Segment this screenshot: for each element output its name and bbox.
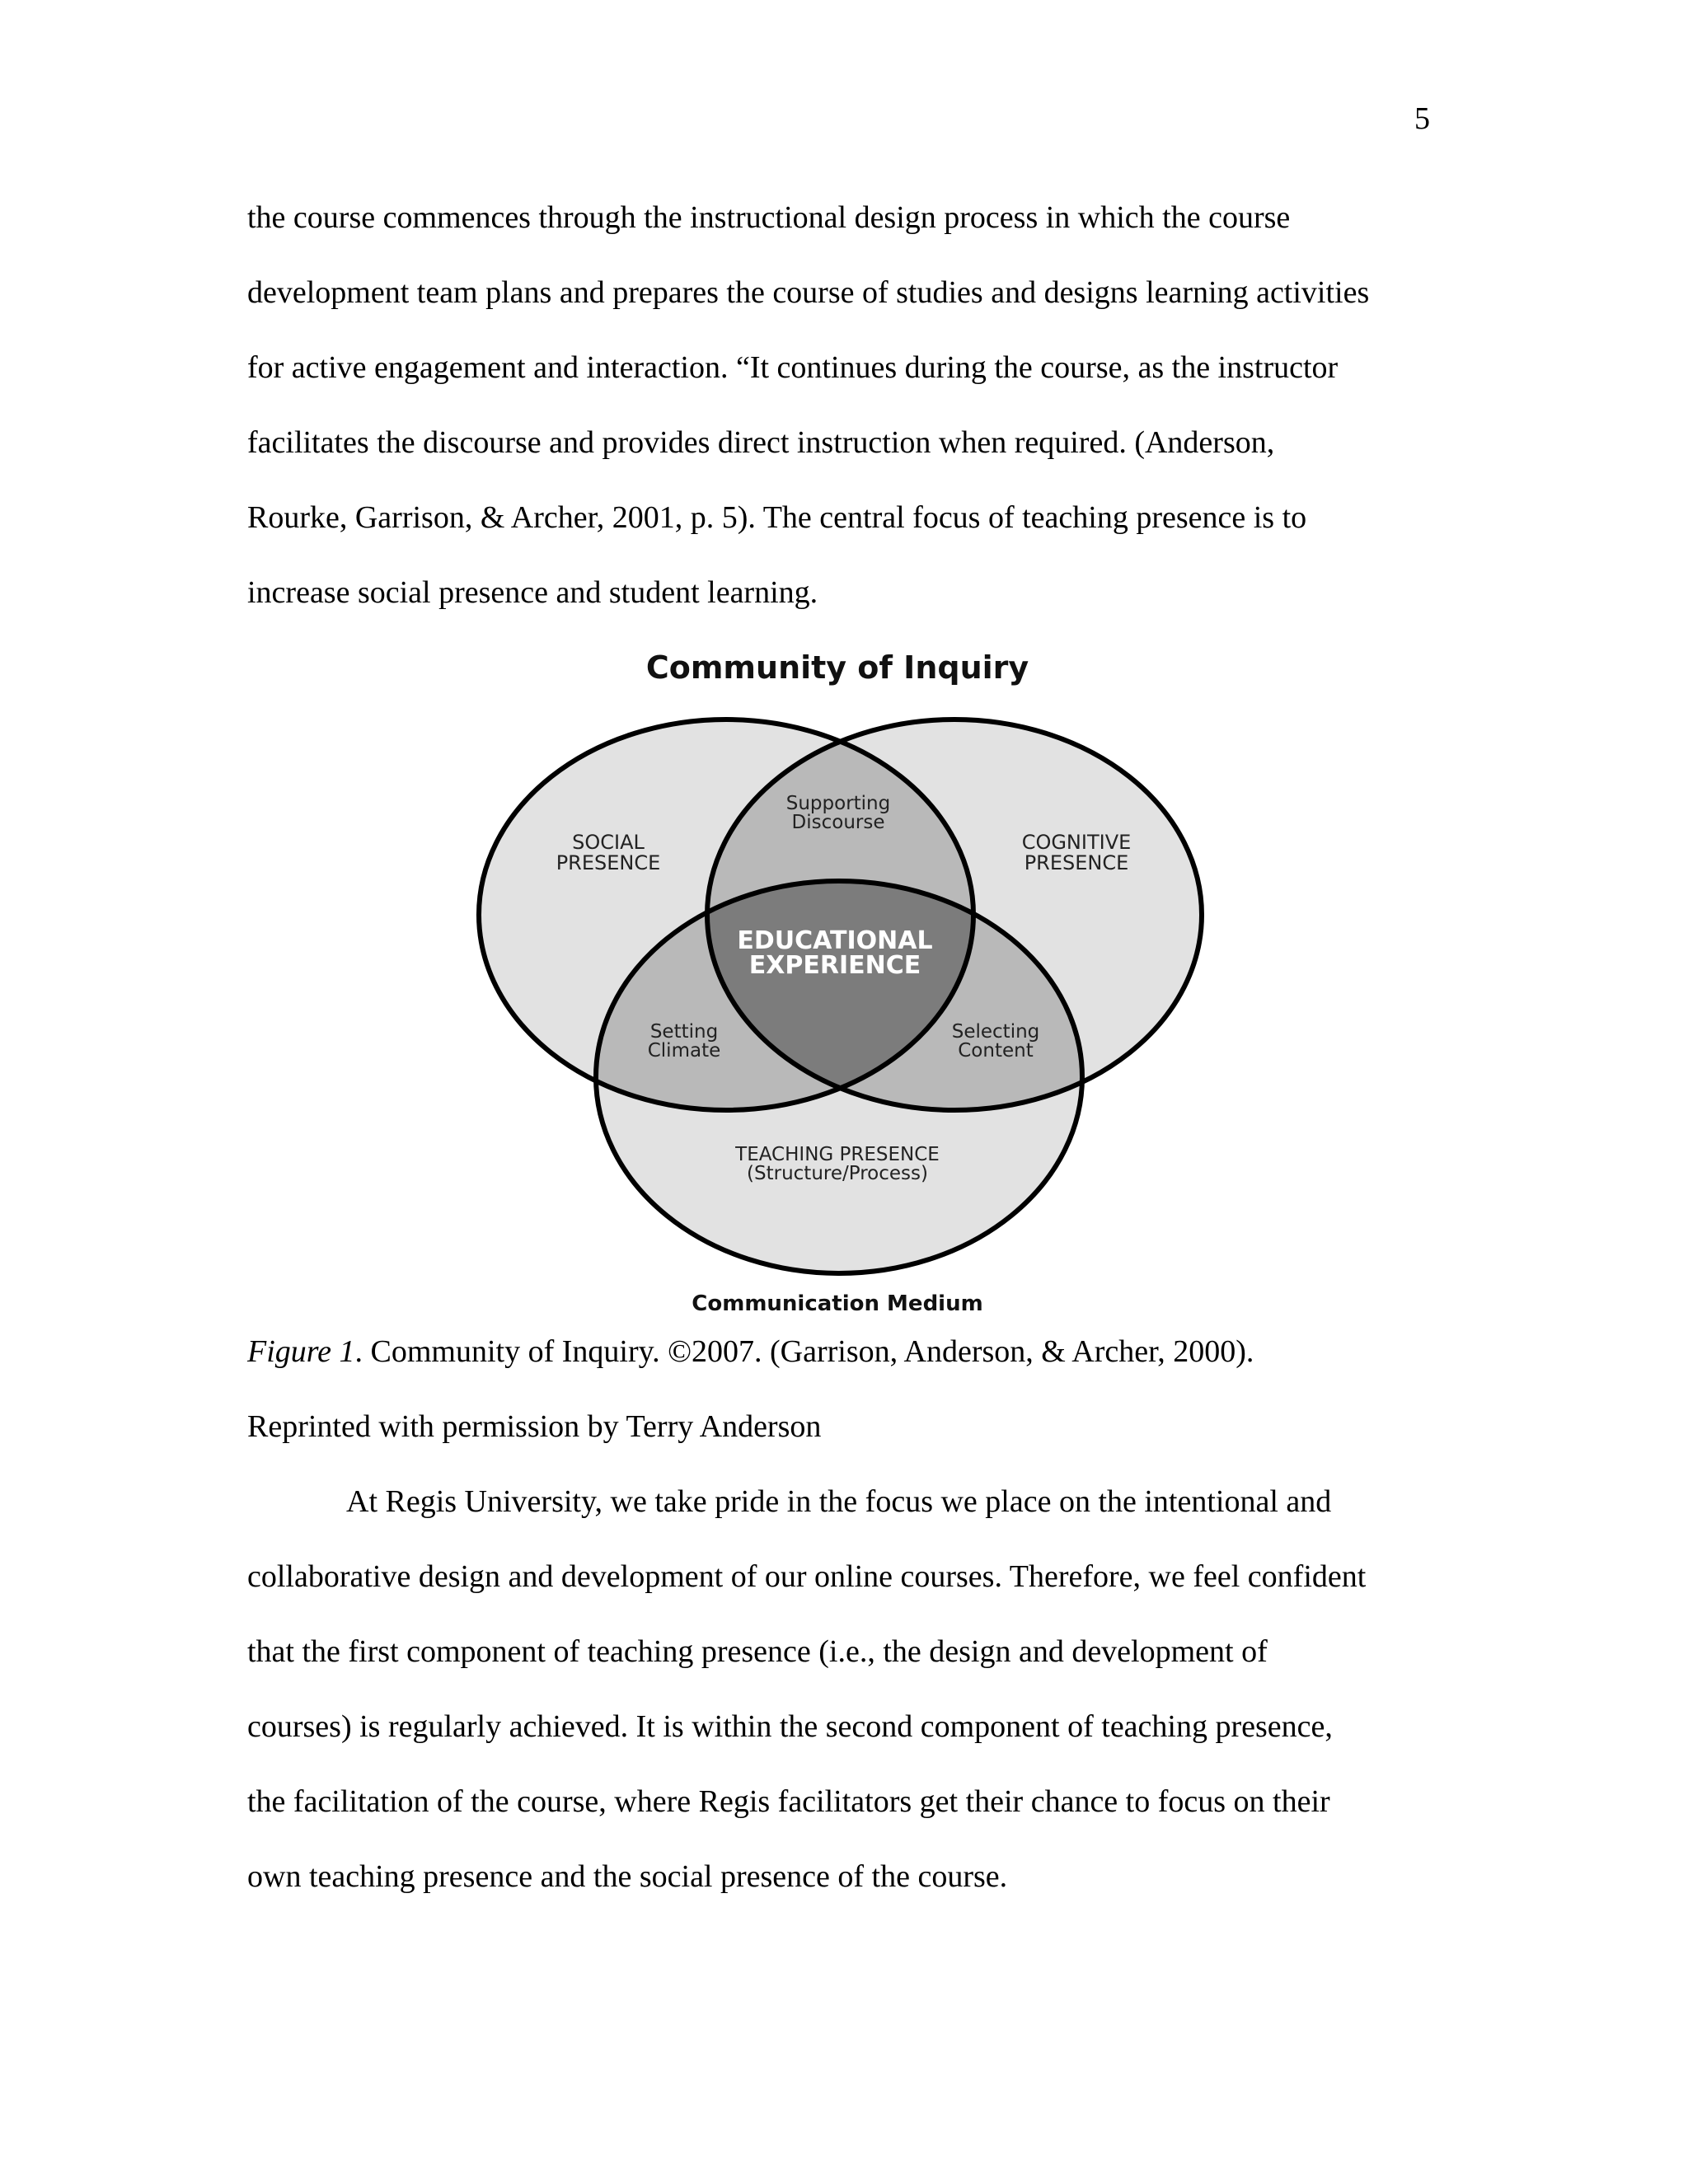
supporting-discourse-label-1: Supporting	[785, 793, 891, 814]
educational-experience-label-1: EDUCATIONAL	[737, 926, 933, 955]
caption-figure-label: Figure 1	[247, 1334, 355, 1369]
paragraph-line: courses) is regularly achieved. It is within the second component of teaching presence,	[247, 1709, 1333, 1744]
paragraph-line: At Regis University, we take pride in the focus we place on the intentional and	[346, 1484, 1332, 1519]
figure-title: Community of Inquiry	[645, 649, 1029, 686]
paragraph-line: Rourke, Garrison, & Archer, 2001, p. 5). The central focus of teaching presence is to	[247, 500, 1307, 535]
cognitive-presence-label-1: COGNITIVE	[1021, 831, 1132, 854]
setting-climate-label-2: Climate	[647, 1040, 721, 1062]
paragraph-line: the facilitation of the course, where Regis facilitators get their chance to focus on their	[247, 1784, 1330, 1819]
community-of-inquiry-figure	[468, 635, 1210, 1327]
communication-medium-label: Communication Medium	[692, 1291, 983, 1316]
selecting-content-label-2: Content	[958, 1040, 1034, 1062]
social-presence-label-1: SOCIAL	[572, 831, 645, 854]
educational-experience-label-2: EXPERIENCE	[748, 951, 921, 980]
caption-line-1	[247, 1330, 1254, 1373]
social-presence-label-2: PRESENCE	[556, 851, 661, 874]
paragraph-line: the course commences through the instructional design process in which the course	[247, 200, 1291, 235]
page-number: 5	[1414, 101, 1430, 136]
paragraph-line: facilitates the discourse and provides direct instruction when required. (Anderson,	[247, 425, 1275, 460]
supporting-discourse-label-2: Discourse	[791, 812, 885, 833]
paragraph-line: development team plans and prepares the course of studies and designs learning activities	[247, 275, 1370, 310]
paragraph-line: for active engagement and interaction. “It continues during the course, as the instructor	[247, 350, 1339, 385]
venn-diagram	[468, 635, 1210, 1327]
caption-line-2: Reprinted with permission by Terry Anderson	[247, 1409, 822, 1444]
cognitive-presence-label-2: PRESENCE	[1024, 851, 1129, 874]
paragraph-line: own teaching presence and the social presence of the course.	[247, 1859, 1008, 1894]
selecting-content-label-1: Selecting	[951, 1021, 1040, 1043]
teaching-presence-label-2: (Structure/Process)	[747, 1163, 928, 1184]
paragraph-line: that the first component of teaching presence (i.e., the design and development of	[247, 1634, 1268, 1669]
setting-climate-label-1: Setting	[649, 1021, 719, 1043]
paragraph-line: collaborative design and development of our online courses. Therefore, we feel confident	[247, 1559, 1367, 1594]
paragraph-line: increase social presence and student learning.	[247, 575, 818, 610]
caption-text: . Community of Inquiry. ©2007. (Garrison, Anderson, & Archer, 2000).	[354, 1334, 1254, 1369]
teaching-presence-label-1: TEACHING PRESENCE	[735, 1144, 940, 1165]
